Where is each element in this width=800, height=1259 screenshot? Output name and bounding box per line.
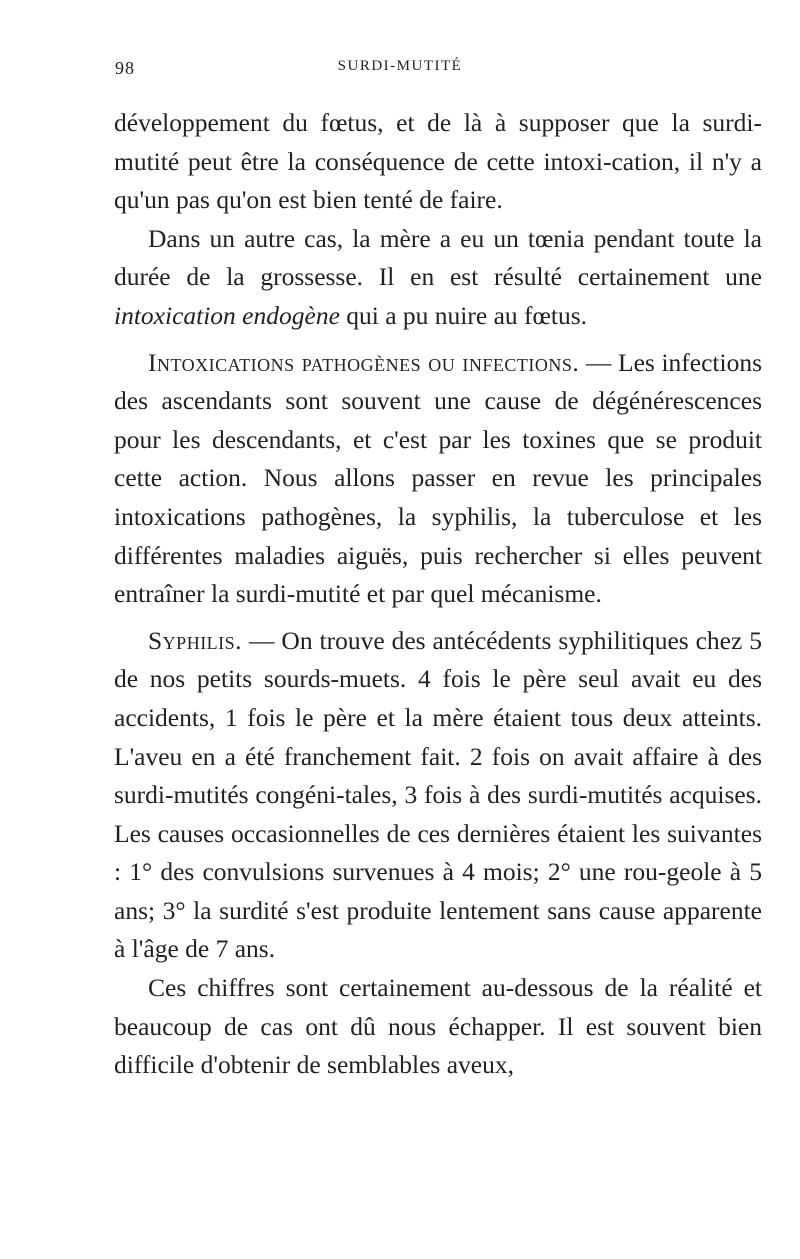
- section-heading: Syphilis.: [148, 625, 243, 655]
- paragraph-text: développement du fœtus, et de là à supposer que la surdi-mutité peut être la conséquence de cette intoxi-cation, il n'y a qu'un pas qu'on est bien tenté de faire.: [114, 108, 762, 215]
- running-title: SURDI-MUTITÉ: [337, 58, 463, 74]
- paragraph-text: Ces chiffres sont certainement au-dessous de la réalité et beaucoup de cas ont dû nous échapper. Il est souvent bien difficile d'obtenir de semblables aveux,: [114, 973, 762, 1080]
- paragraph-endogenous-intoxication: [114, 220, 762, 336]
- paragraph-syphilis: [114, 622, 762, 969]
- paragraph-text: qui a pu nuire au fœtus.: [339, 300, 588, 330]
- running-head: [115, 58, 685, 88]
- emphasis-text: intoxication endogène: [114, 300, 340, 330]
- paragraph-continuation: [114, 104, 762, 220]
- body-text: [114, 104, 762, 1085]
- paragraph-text: Dans un autre cas, la mère a eu un tœnia pendant toute la durée de la grossesse. Il en est résulté certainement une: [114, 223, 762, 292]
- paragraph-text: — On trouve des antécédents syphilitiques chez 5 de nos petits sourds-muets. 4 fois le père seul avait eu des accidents, 1 fois le père et la mère étaient tous deux atteints. L'aveu en a été franchement fait. 2 fois on avait affaire à des surdi-mutités congéni-tales, 3 fois à des surdi-mutités acquises. Les causes occasionnelles de ces dernières étaient les suivantes : 1° des convulsions survenues à 4 mois; 2° une rou-geole à 5 ans; 3° la surdité s'est produite lentement sans cause apparente à l'âge de 7 ans.: [114, 625, 762, 964]
- paragraph-infections: [114, 344, 762, 614]
- section-heading: Intoxications pathogènes ou infections.: [148, 347, 580, 377]
- paragraph-text: — Les infections des ascendants sont souvent une cause de dégénérescences pour les descendants, et c'est par les toxines que se produit cette action. Nous allons passer en revue les principales intoxications pathogènes, la syphilis, la tuberculose et les différentes maladies aiguës, puis rechercher si elles peuvent entraîner la surdi-mutité et par quel mécanisme.: [114, 347, 762, 609]
- paragraph-figures: [114, 969, 762, 1085]
- page-number: 98: [115, 58, 135, 78]
